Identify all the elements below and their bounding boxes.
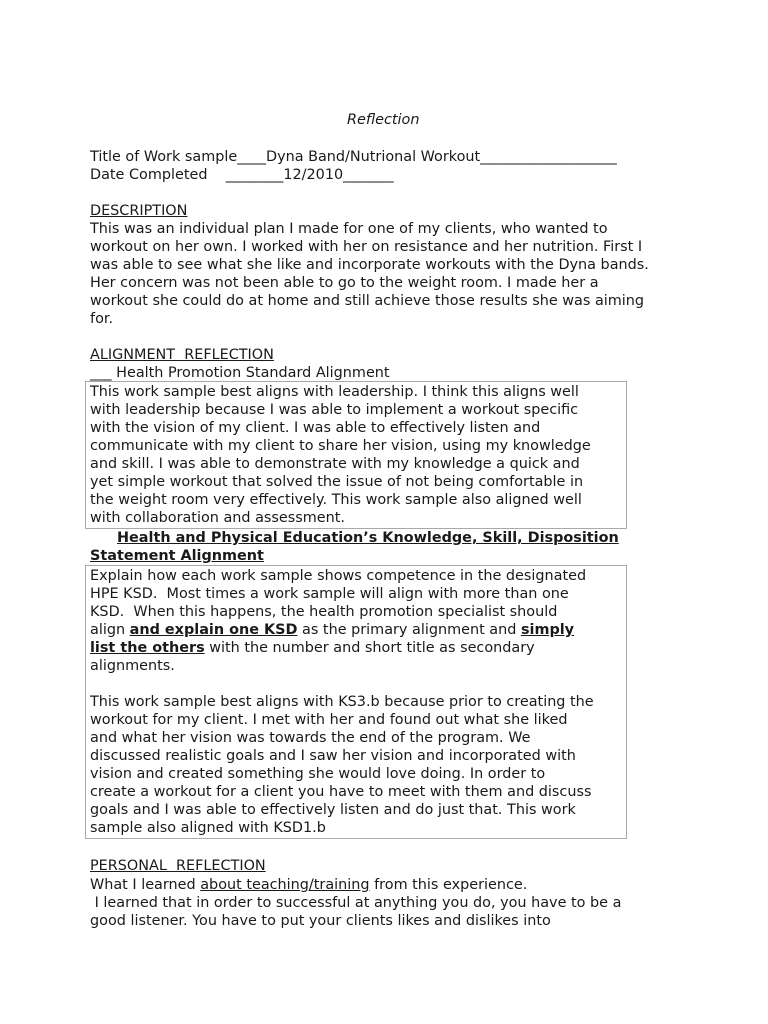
alignment-response-line: with collaboration and assessment. <box>90 510 345 526</box>
blank-line: ____ <box>237 149 266 165</box>
ksd-response-line: goals and I was able to effectively listen and do just that. This work <box>90 802 576 818</box>
alignment-response-line: with leadership because I was able to implement a workout specific <box>90 402 579 418</box>
standard-alignment-line <box>90 364 390 382</box>
ksd-instruction-line: alignments. <box>90 658 175 674</box>
learned-emphasis: about teaching/training <box>200 877 370 893</box>
description-line: for. <box>90 311 114 327</box>
ksd-instruction-line: HPE KSD. Most times a work sample will align with more than one <box>90 586 569 602</box>
alignment-response-line: This work sample best aligns with leadership. I think this aligns well <box>90 384 579 400</box>
description-line: was able to see what she like and incorporate workouts with the Dyna bands. <box>90 257 649 273</box>
instruction-emphasis: simply <box>520 622 575 638</box>
blank-line: _______ <box>343 167 394 183</box>
ksd-response-line: create a workout for a client you have to meet with them and discuss <box>90 784 592 800</box>
ksd-instruction-line <box>90 621 574 639</box>
personal-line: good listener. You have to put your clients likes and dislikes into <box>90 913 551 929</box>
ksd-instruction-line: KSD. When this happens, the health promotion specialist should <box>90 604 558 620</box>
date-line <box>90 166 394 184</box>
description-heading: DESCRIPTION <box>90 203 188 219</box>
personal-line: I learned that in order to successful at anything you do, you have to be a <box>90 895 622 911</box>
work-sample-value: Dyna Band/Nutrional Workout <box>265 149 481 165</box>
alignment-response-line: the weight room very effectively. This work sample also aligned well <box>90 492 582 508</box>
blank-line: ___ <box>90 365 117 381</box>
ksd-heading: Health and Physical Education’s Knowledge, Skill, Disposition <box>117 530 619 546</box>
ksd-response-line: discussed realistic goals and I saw her vision and incorporated with <box>90 748 576 764</box>
ksd-response-line: workout for my client. I met with her and found out what she liked <box>90 712 568 728</box>
work-sample-line <box>90 148 617 166</box>
learned-line <box>90 876 527 894</box>
standard-alignment-label: Health Promotion Standard Alignment <box>116 365 390 381</box>
description-line: This was an individual plan I made for one of my clients, who wanted to <box>90 221 608 237</box>
instruction-text: with the number and short title as secondary <box>204 640 535 656</box>
instruction-emphasis: and explain one KSD <box>129 622 298 638</box>
alignment-heading: ALIGNMENT REFLECTION <box>90 347 274 363</box>
blank-line: ___________________ <box>480 149 617 165</box>
ksd-response-line: and what her vision was towards the end of the program. We <box>90 730 531 746</box>
instruction-emphasis: list the others <box>90 640 205 656</box>
learned-text: from this experience. <box>369 877 528 893</box>
alignment-response-line: communicate with my client to share her vision, using my knowledge <box>90 438 591 454</box>
instruction-text: align <box>90 622 130 638</box>
ksd-instruction-line <box>90 639 535 657</box>
learned-text: What I learned <box>90 877 201 893</box>
instruction-text: as the primary alignment and <box>297 622 521 638</box>
ksd-response-line: sample also aligned with KSD1.b <box>90 820 326 836</box>
work-sample-label: Title of Work sample <box>90 149 238 165</box>
ksd-heading-continued: Statement Alignment <box>90 548 264 564</box>
alignment-response-line: with the vision of my client. I was able to effectively listen and <box>90 420 541 436</box>
ksd-response-line: vision and created something she would love doing. In order to <box>90 766 546 782</box>
date-label: Date Completed <box>90 167 208 183</box>
personal-heading: PERSONAL REFLECTION <box>90 858 266 874</box>
alignment-response-line: yet simple workout that solved the issue of not being comfortable in <box>90 474 584 490</box>
description-line: workout on her own. I worked with her on resistance and her nutrition. First I <box>90 239 643 255</box>
ksd-response-line: This work sample best aligns with KS3.b because prior to creating the <box>90 694 594 710</box>
blank-line: ________ <box>207 167 284 183</box>
date-value: 12/2010 <box>283 167 344 183</box>
description-line: workout she could do at home and still achieve those results she was aiming <box>90 293 645 309</box>
description-line: Her concern was not been able to go to the weight room. I made her a <box>90 275 599 291</box>
ksd-instruction-line: Explain how each work sample shows competence in the designated <box>90 568 587 584</box>
alignment-response-line: and skill. I was able to demonstrate with my knowledge a quick and <box>90 456 580 472</box>
page-title: Reflection <box>347 112 420 128</box>
